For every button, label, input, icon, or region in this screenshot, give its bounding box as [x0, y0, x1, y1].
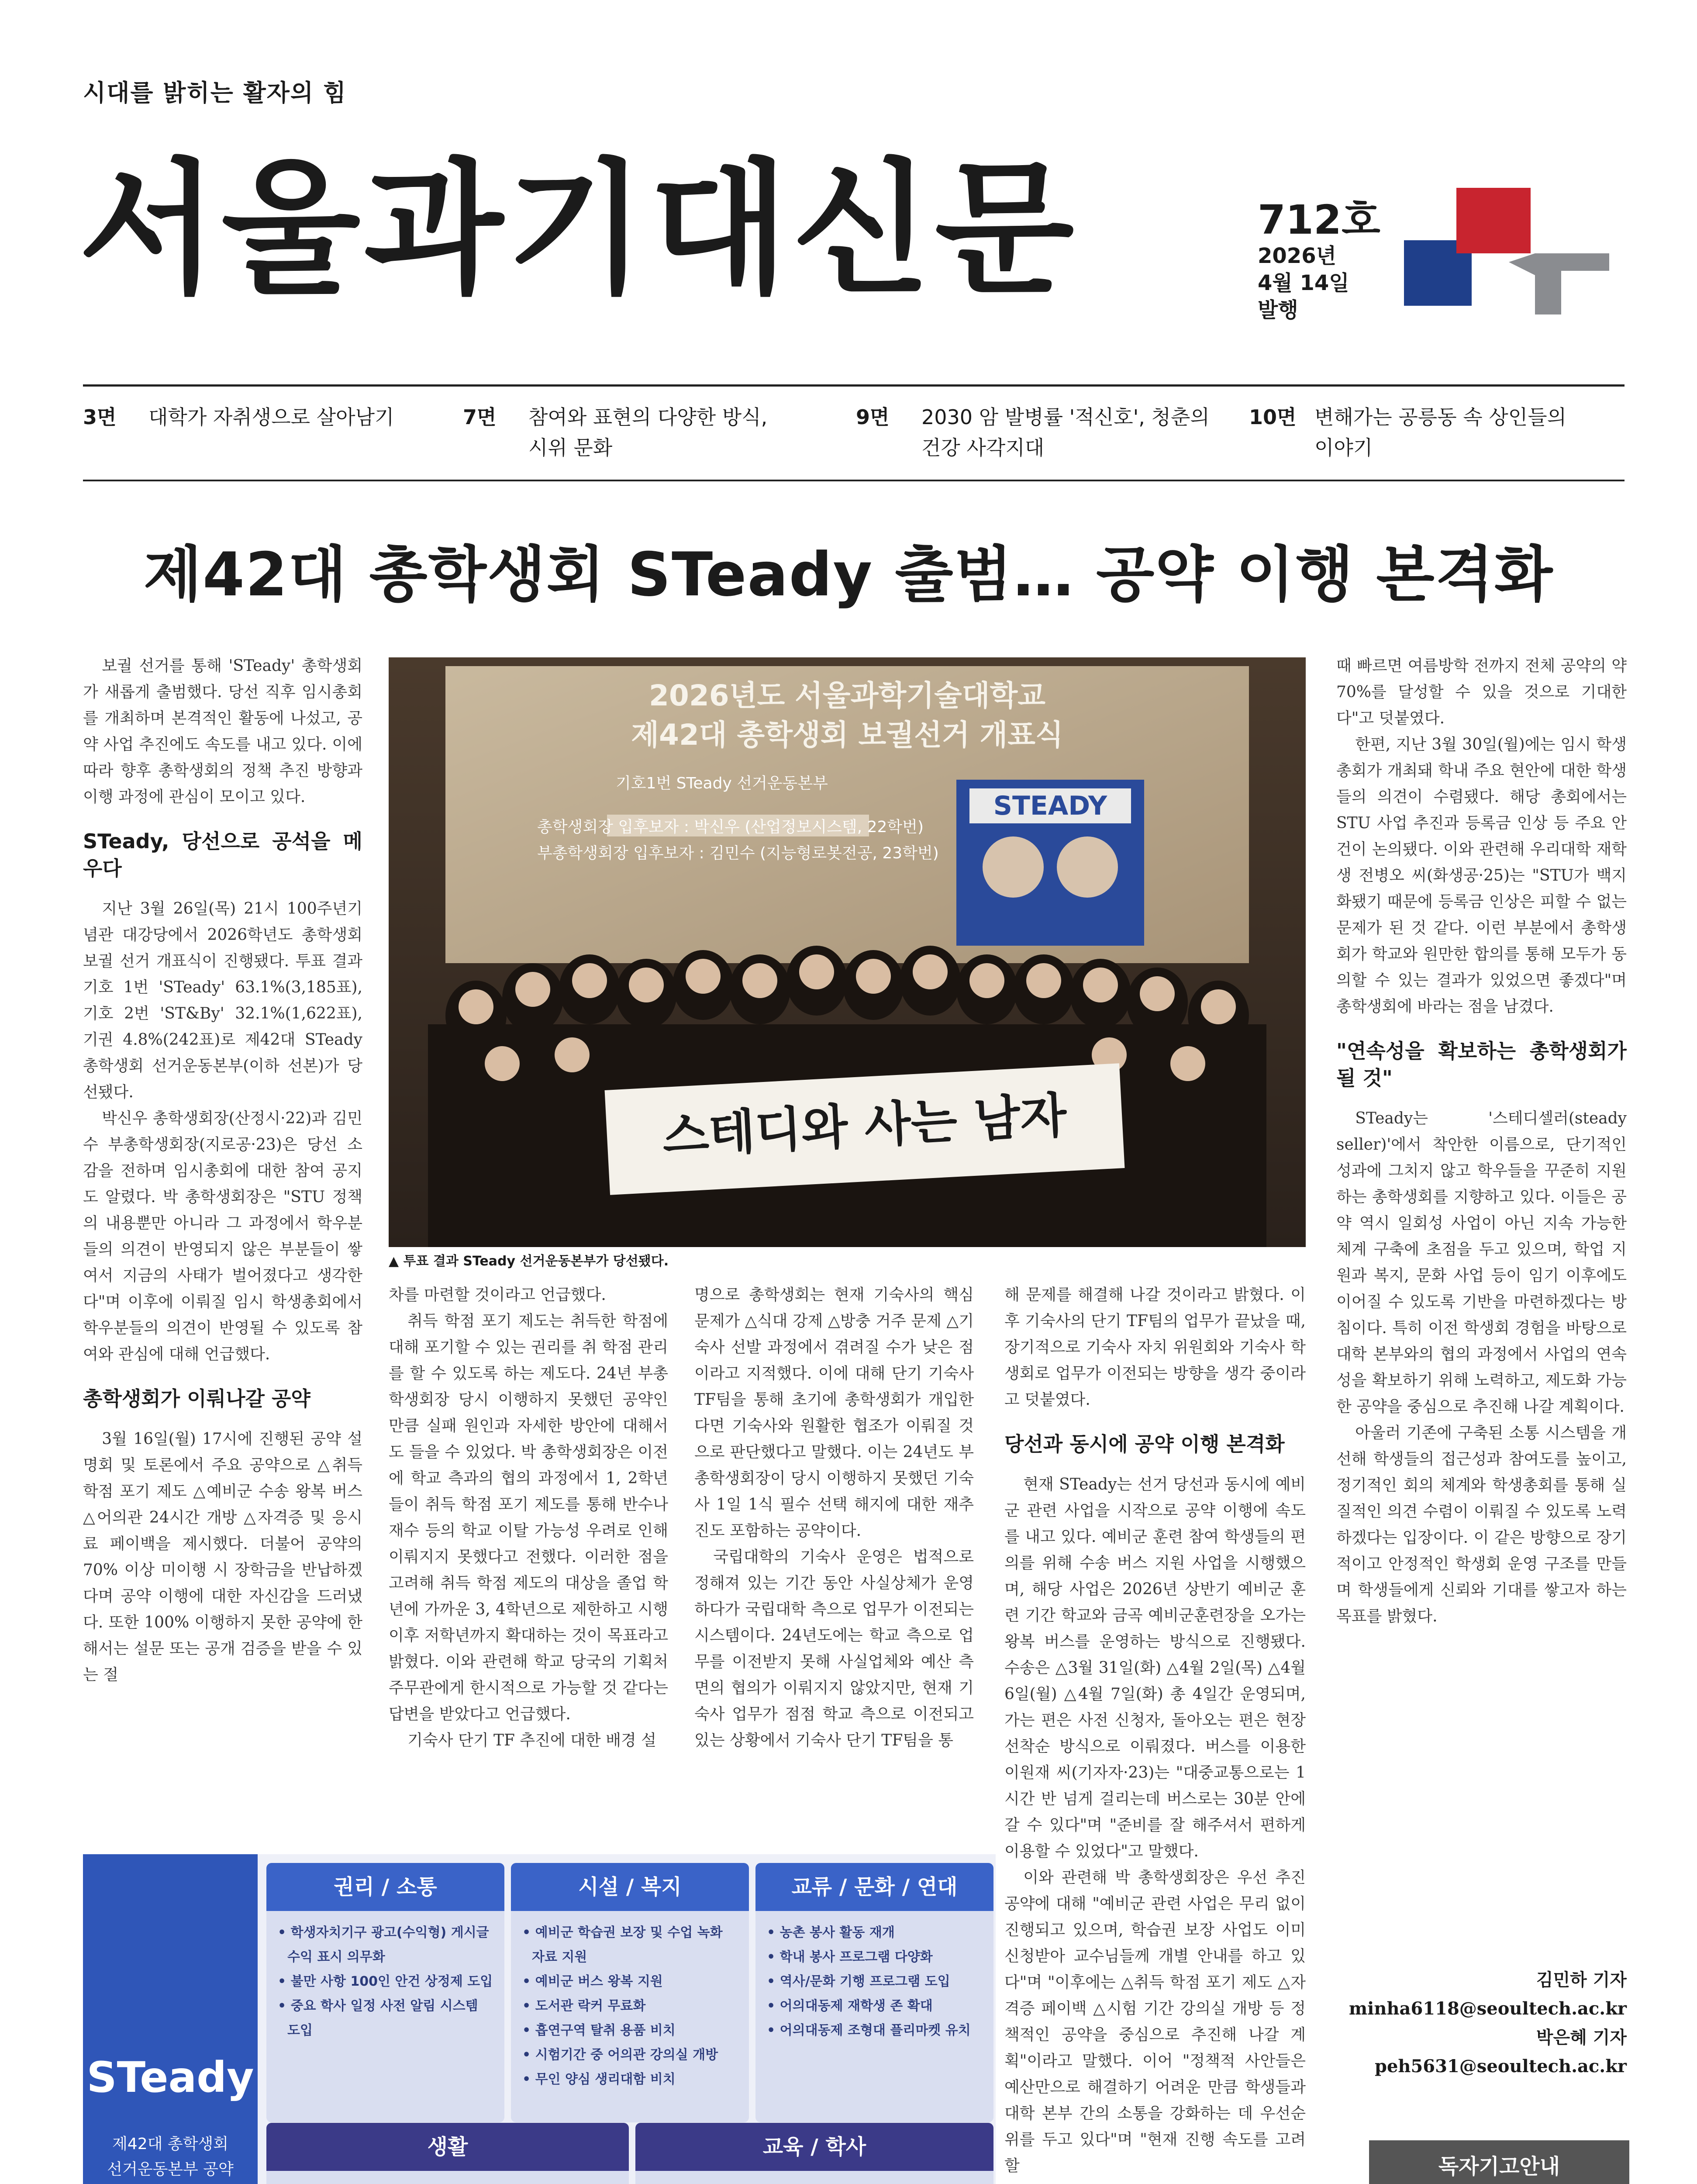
paragraph: 지난 3월 26일(목) 21시 100주년기념관 대강당에서 2026학년도 총학생회 보궐 선거 개표식이 진행됐다. 투표 결과 기호 1번 'STeady' 63.1%(3,185표), 기호 2번 'ST&By' 32.1%(1,622표), 기권 4.8%(242표)로 제42대 STeady 총학생회 선거운동본부(이하 선본)가 당선됐다.: [83, 900, 362, 1101]
pledge-item: • 예비군 학습권 보장 및 수업 녹화 자료 지원: [522, 1921, 738, 1970]
article-col-1: [83, 653, 362, 1688]
steady-subtitle: [83, 2132, 258, 2182]
reporter-name: 박은혜 기자: [1536, 2027, 1627, 2048]
paragraph: 취득 학점 포기 제도는 취득한 학점에 대해 포기할 수 있는 권리를 취 학점 관리를 할 수 있도록 하는 제도다. 24년 부총학생회장 당시 이행하지 못했던 공약인 만큼 실패 원인과 자세한 방안에 대해서도 들을 수 있었다. 박 총학생회장은 이전에 학교 측과의 협의 과정에서 1, 2학년들이 취득 학점 포기 제도를 통해 반수나 재수 등의 학교 이탈 가능성 우려로 인해 이뤄지지 못했다고 전했다. 이러한 점을 고려해 취득 학점 제도의 대상을 졸업 학년에 가까운 3, 4학년으로 제한하고 시행 이후 저학년까지 확대하는 것이 목표라고 밝혔다. 이와 관련해 학교 당국의 기획처 주무관에게 한시적으로 가능할 것 같다는 답변을 받았다고 언급했다.: [389, 1312, 668, 1723]
subheading: STeady, 당선으로 공석을 메우다: [83, 829, 362, 880]
category-exchange: [755, 1863, 993, 2122]
paragraph: STeady는 '스테디셀러(steady seller)'에서 착안한 이름으로, 단기적인 성과에 그치지 않고 학우들을 꾸준히 지원하는 총학생회를 지향하고 있다. 이들은 공약 역시 일회성 사업이 아닌 지속 가능한 체계 구축에 초점을 두고 있으며, 학업 지원과 복지, 문화 사업 등이 임기 이후에도 이어질 수 있도록 기반을 마련하겠다는 방침이다. 특히 이전 학생회 경험을 바탕으로 대학 본부와의 협의 과정에서 사업의 연속성을 확보하기 위해 노력하고, 제도화 가능한 공약을 중심으로 추진해 나갈 계획이다.: [1336, 1109, 1627, 1416]
pledge-item: • 학내 봉사 프로그램 다양화: [767, 1945, 982, 1970]
toc-item-9[interactable]: [856, 402, 1210, 463]
toc-page: 10면: [1249, 405, 1297, 429]
paragraph: 현재 STeady는 선거 당선과 동시에 예비군 관련 사업을 시작으로 공약 이행에 속도를 내고 있다. 예비군 훈련 참여 학생들의 편의를 위해 수송 버스 지원 사업을 시행했으며, 해당 사업은 2026년 상반기 예비군 훈련 기간 학교와 금곡 예비군훈련장을 오가는 왕복 버스를 운영하는 방식으로 진행됐다. 수송은 △3월 31일(화) △4월 2일(목) △4월 6일(월) △4월 7일(화) 총 4일간 운영되며, 가는 편은 사전 신청자, 돌아오는 편은 현장 선착순 방식으로 이뤄졌다. 버스를 이용한 이원재 씨(기자자·23)는 "대중교통으로는 1시간 반 넘게 걸리는데 버스로는 30분 안에 갈 수 있다"며 "준비를 잘 해주셔서 편하게 이용할 수 있었다"고 말했다.: [1004, 1476, 1306, 1860]
category-title: 생활: [266, 2123, 629, 2171]
toc-text: 참여와 표현의 다양한 방식,: [528, 405, 768, 429]
date-year: 2026년: [1258, 244, 1336, 268]
pledge-item: • 도서관 락커 무료화: [522, 1994, 738, 2018]
toc-text-2: 이야기: [1314, 436, 1373, 460]
toc-text: 2030 암 발병률 '적신호', 청춘의: [921, 405, 1210, 429]
toc-page: 3면: [83, 405, 117, 429]
article-col-3: [694, 1282, 974, 1754]
paragraph: 박신우 총학생회장(산정시·22)과 김민수 부총학생회장(지로공·23)은 당선 소감을 전하며 임시총회에 대한 참여 공지도 알렸다. 박 총학생회장은 "STU 정책의 내용뿐만 아니라 그 과정에서 학우분들의 의견이 반영되지 않은 부분들이 쌓여서 지금의 사태가 벌어졌다고 생각한다"며 이후에 이뤄질 임시 학생총회에서 학우분들의 의견이 반영될 수 있도록 참여와 관심에 대해 언급했다.: [83, 1109, 362, 1363]
paragraph: 3월 16일(월) 17시에 진행된 공약 설명회 및 토론에서 주요 공약으로 △취득 학점 포기 제도 △예비군 수송 왕복 버스 △어의관 24시간 개방 △자격증 및 응시료 페이백을 제시했다. 더불어 공약의 70% 이상 미이행 시 장학금을 반납하겠다며 공약 이행에 대한 자신감을 드러냈다. 또한 100% 이행하지 못한 공약에 한해서는 설문 또는 공개 검증을 받을 수 있는 절: [83, 1430, 362, 1684]
toc-item-10[interactable]: [1249, 402, 1566, 463]
toc-text: 대학가 자취생으로 살아남기: [148, 405, 394, 429]
logo-red-block: [1456, 188, 1531, 253]
screen-candidate-1: 총학생회장 입후보자 : 박신우 (산업정보시스템, 22학번): [537, 818, 924, 836]
category-title: 시설 / 복지: [511, 1863, 749, 1911]
paragraph: 해 문제를 해결해 나갈 것이라고 밝혔다. 이후 기숙사의 단기 TF팀의 업무가 끝났을 때, 장기적으로 기숙사 자치 위원회와 기숙사 학생회로 업무가 이전되는 방향을 생각 중이라고 덧붙였다.: [1004, 1286, 1306, 1409]
pledge-item: • 무인 양심 생리대함 비치: [522, 2067, 738, 2092]
reader-box-title: 독자기고안내: [1369, 2140, 1629, 2184]
pledge-item: • 농촌 봉사 활동 재개: [767, 1921, 982, 1945]
pledge-item: • 불만 사항 100인 안건 상정제 도입: [278, 1970, 493, 1994]
reporter-email[interactable]: peh5631@seoultech.ac.kr: [1374, 2056, 1627, 2077]
photo-caption: ▲ 투표 결과 STeady 선거운동본부가 당선됐다.: [389, 1254, 669, 1269]
paragraph: 차를 마련할 것이라고 언급했다.: [389, 1286, 606, 1304]
paragraph: 보궐 선거를 통해 'STeady' 총학생회가 새롭게 출범했다. 당선 직후 임시총회를 개최하며 본격적인 활동에 나섰고, 공약 사업 추진에도 속도를 내고 있다. 이에 따라 향후 총학생회의 정책 추진 방향과 이행 과정에 관심이 모이고 있다.: [83, 657, 362, 806]
steady-sub-1: 제42대 총학생회: [112, 2135, 228, 2153]
paragraph: 명으로 총학생회는 현재 기숙사의 핵심 문제가 △식대 강제 △방충 거주 문제 △기숙사 선발 과정에서 겪려질 수가 낮은 점이라고 지적했다. 이에 대해 단기 기숙사 TF팀을 통해 초기에 총학생회가 개입한다면 기숙사와 원활한 협조가 이뤄질 것으로 판단했다고 말했다. 이는 24년도 부총학생회장이 당시 이행하지 못했던 기숙사 1일 1식 필수 선택 해지에 대한 재추진도 포함하는 공약이다.: [694, 1286, 974, 1540]
logo-gray-slant: [1509, 253, 1535, 275]
pledge-item: [278, 2181, 617, 2184]
paragraph: 국립대학의 기숙사 운영은 법적으로 정해져 있는 기간 동안 사실상체가 운영하다가 국립대학 측으로 업무가 이전되는 시스템이다. 24년도에는 학교 측으로 업무를 이전받지 못해 사실업체와 예산 측면의 협의가 이뤄지지 않았지만, 현재 기숙사 업무가 점점 학교 측으로 이전되고 있는 상황에서 기숙사 단기 TF팀을 통: [694, 1548, 974, 1749]
pledge-item: • 역사/문화 기행 프로그램 도입: [767, 1970, 982, 1994]
screen-subtitle: 기호1번 STeady 선거운동본부: [616, 774, 828, 792]
article-col-4: [1004, 1282, 1306, 2179]
steady-brand: STeady: [86, 2053, 254, 2102]
issue-date: [1258, 242, 1349, 324]
screen-title-1: 2026년도 서울과학기술대학교: [649, 679, 1045, 712]
date-day: 4월 14일: [1258, 271, 1349, 295]
date-label: 발행: [1258, 298, 1298, 322]
pledge-item: • 어의대동제 재학생 존 확대: [767, 1994, 982, 2018]
toc-text: 변해가는 공릉동 속 상인들의: [1314, 405, 1567, 429]
paragraph: 때 빠르면 여름방학 전까지 전체 공약의 약 70%를 달성할 수 있을 것으로 기대한다"고 덧붙였다.: [1336, 657, 1627, 727]
toc-bottom-rule: [83, 480, 1625, 481]
toc-item-3[interactable]: [83, 402, 394, 432]
headline: 제42대 총학생회 STeady 출범… 공약 이행 본격화: [143, 539, 1554, 610]
newspaper-logo-icon: [1404, 188, 1609, 319]
reporter-name: 김민하 기자: [1536, 1970, 1627, 1990]
steady-sub-2: 선거운동본부 공약: [107, 2160, 234, 2178]
paragraph: 기숙사 단기 TF 추진에 대한 배경 설: [407, 1731, 656, 1749]
toc-page: 9면: [856, 405, 890, 429]
category-title: 권리 / 소통: [266, 1863, 504, 1911]
paragraph: 아울러 기존에 구축된 소통 시스템을 개선해 학생들의 접근성과 참여도를 높이고, 정기적인 회의 체계와 학생총회를 통해 실질적인 의견 수렴이 이뤄질 수 있도록 노력하겠다는 입장이다. 이 같은 방향으로 장기적이고 안정적인 학생회 운영 구조를 만들며 학생들에게 신뢰와 기대를 쌓고자 하는 목표를 밝혔다.: [1336, 1424, 1627, 1625]
category-rights: [266, 1863, 504, 2122]
category-life: [266, 2123, 629, 2184]
reporter-email[interactable]: minha6118@seoultech.ac.kr: [1349, 1998, 1627, 2019]
pledge-item: • 시험기간 중 어의관 강의실 개방: [522, 2043, 738, 2067]
subheading: "연속성을 확보하는 총학생회가 될 것": [1336, 1039, 1627, 1090]
issue-number: 712호: [1258, 197, 1380, 243]
article-col-2: [389, 1282, 668, 1754]
toc-text-2: 시위 문화: [528, 436, 613, 460]
paragraph: 이와 관련해 박 총학생회장은 우선 추진 공약에 대해 "예비군 관련 사업은 무리 없이 진행되고 있으며, 학습권 보장 사업도 이미 신청받아 교수님들께 개별 안내를 하고 있다"며 "이후에는 △취득 학점 포기 제도 △자격증 페이백 △시험 기간 강의실 개방 등 정책적인 공약을 중심으로 추진해 나갈 계획"이라고 말했다. 이어 "정책적 사안들은 예산만으로 해결하기 어려운 만큼 학생들과 대학 본부 간의 소통을 강화하는 데 우선순위를 두고 있다"며 "현재 진행 속도를 고려할: [1004, 1869, 1306, 2175]
photo-banner-text: 스테디와 사는 남자: [661, 1087, 1068, 1165]
toc-item-7[interactable]: [463, 402, 767, 463]
subheading: 총학생회가 이뤄나갈 공약: [83, 1387, 310, 1410]
screen-poster-text: STEADY: [993, 791, 1107, 821]
subheading: 당선과 동시에 공약 이행 본격화: [1004, 1432, 1285, 1456]
category-title: 교류 / 문화 / 연대: [755, 1863, 993, 1911]
pledge-item: • 어의대동제 조형대 플리마켓 유치: [767, 2018, 982, 2043]
paragraph: 한편, 지난 3월 30일(월)에는 임시 학생총회가 개최돼 학내 주요 현안에 대한 학생들의 의견이 수렴됐다. 해당 총회에서는 STU 사업 추진과 등록금 인상 등 주요 안건이 논의됐다. 이와 관련해 우리대학 재학생 전병오 씨(화생공·25)는 "STU가 백지화됐기 때문에 등록금 인상은 피할 수 없는 문제가 된 것 같다. 이런 부분에서 총학생회가 학교와 원만한 합의를 통해 모두가 동의할 수 있는 결과가 있었으면 좋겠다"며 총학생회에 바라는 점을 남겼다.: [1336, 736, 1627, 1016]
screen-title-2: 제42대 총학생회 보궐선거 개표식: [631, 718, 1063, 752]
bylines: [1336, 1966, 1627, 2081]
pledge-item: • 학생자치기구 광고(수익형) 게시글 수익 표시 의무화: [278, 1921, 493, 1970]
logo-gray-block: [1535, 253, 1609, 314]
photo-illustration: [389, 657, 1306, 1247]
pledge-item: • 흡연구역 탈취 용품 비치: [522, 2018, 738, 2043]
slogan: 시대를 밝히는 활자의 힘: [83, 79, 347, 107]
toc-text-2: 건강 사각지대: [921, 436, 1045, 460]
newspaper-title: 서울과기대신문: [79, 145, 1078, 313]
article-col-5: [1336, 653, 1627, 1630]
pledge-item: [647, 2181, 982, 2184]
pledge-item: • 예비군 버스 왕복 지원: [522, 1970, 738, 1994]
category-title: 교육 / 학사: [635, 2123, 993, 2171]
pledge-item: • 중요 학사 일정 사전 알림 시스템 도입: [278, 1994, 493, 2043]
category-facilities: [511, 1863, 749, 2122]
main-photo: [389, 657, 1306, 1247]
screen-candidate-2: 부총학생회장 입후보자 : 김민수 (지능형로봇전공, 23학번): [537, 844, 939, 862]
toc-page: 7면: [463, 405, 497, 429]
category-education: [635, 2123, 993, 2184]
top-rule: [83, 384, 1625, 387]
